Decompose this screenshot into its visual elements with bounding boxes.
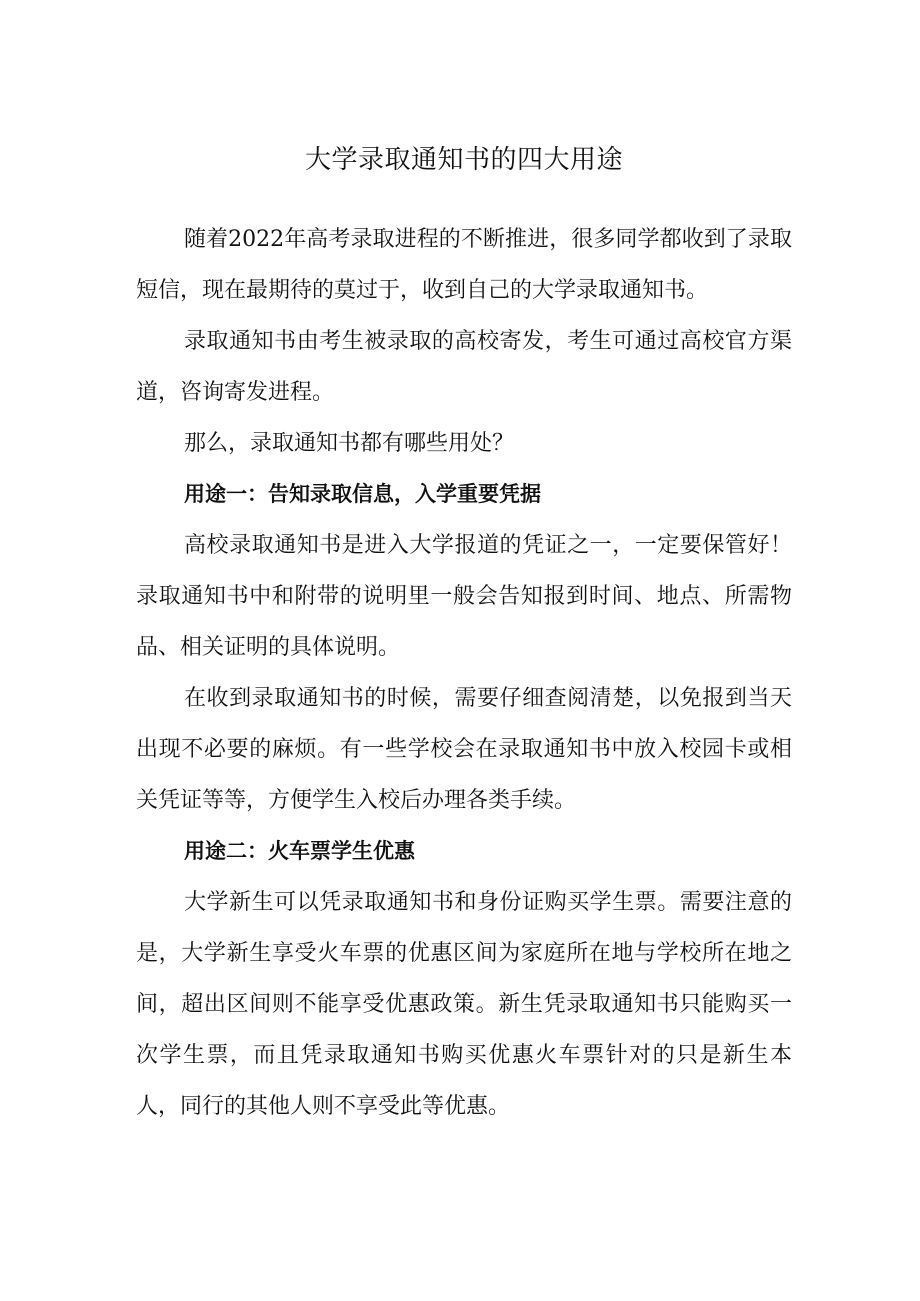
document-title: 大学录取通知书的四大用途: [304, 145, 623, 175]
intro-paragraph-2: 录取通知书由考生被录取的高校寄发，考生可通过高校官方渠道，咨询寄发进程。: [136, 329, 792, 405]
section-2-heading: 用途二：火车票学生优惠: [184, 839, 415, 863]
document-body: [136, 140, 792, 1132]
section-1-paragraph-1: 高校录取通知书是进入大学报道的凭证之一，一定要保管好！录取通知书中和附带的说明里一般会告知报到时间、地点、所需物品、相关证明的具体说明。: [136, 533, 792, 660]
section-1-heading: 用途一：告知录取信息，入学重要凭据: [184, 482, 541, 506]
section-2-paragraph-1: 大学新生可以凭录取通知书和身份证购买学生票。需要注意的是，大学新生享受火车票的优惠区间为家庭所在地与学校所在地之间，超出区间则不能享受优惠政策。新生凭录取通知书只能购买一次学生票，而且凭录取通知书购买优惠火车票针对的只是新生本人，同行的其他人则不享受此等优惠。: [136, 890, 792, 1119]
intro-paragraph-3: 那么，录取通知书都有哪些用处？: [184, 431, 515, 456]
section-1-paragraph-2: 在收到录取通知书的时候，需要仔细查阅清楚，以免报到当天出现不必要的麻烦。有一些学校会在录取通知书中放入校园卡或相关凭证等等，方便学生入校后办理各类手续。: [136, 686, 792, 813]
intro-paragraph-1: 随着2022年高考录取进程的不断推进，很多同学都收到了录取短信，现在最期待的莫过于，收到自己的大学录取通知书。: [136, 227, 792, 303]
